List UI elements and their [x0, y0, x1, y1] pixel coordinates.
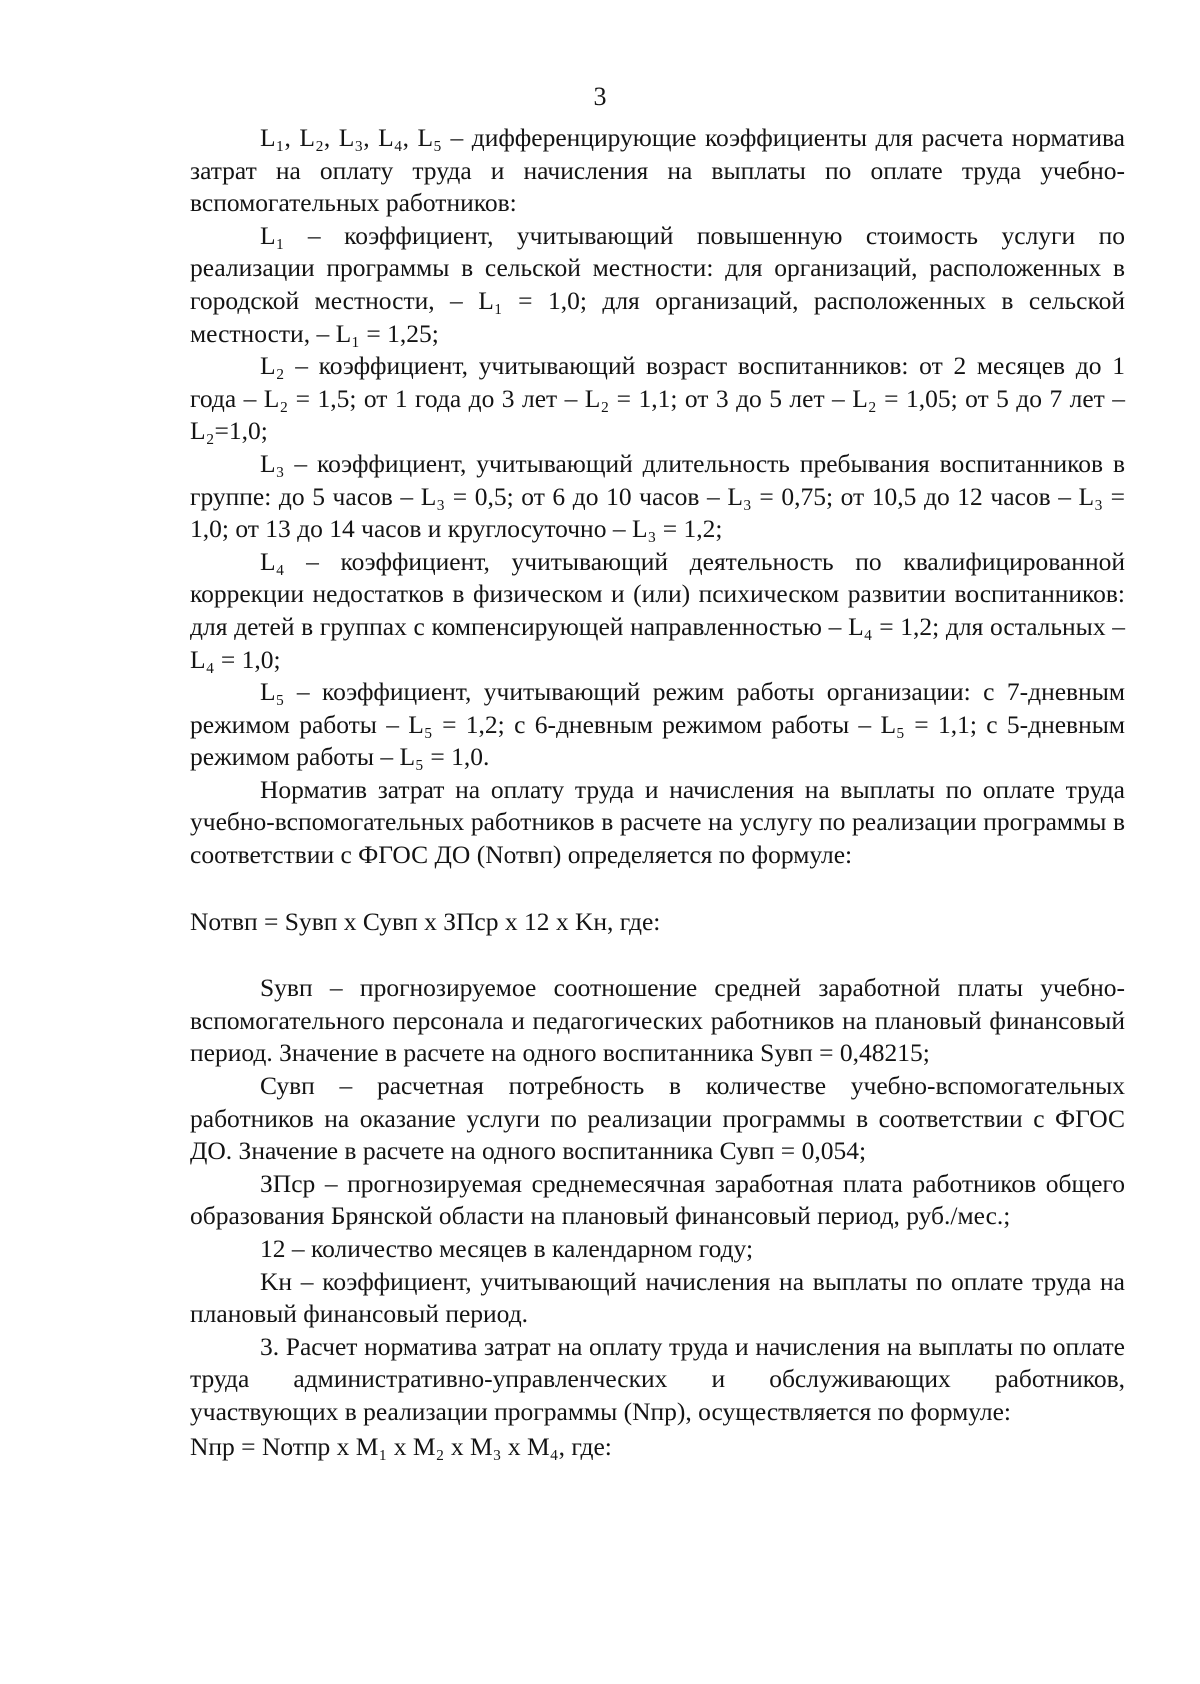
paragraph-l-intro: L₁, L₂, L₃, L₄, L₅ – дифференцирующие коэффициенты для расчета норматива затрат на оплату труда и начисления на выплаты по оплате труда учебно-вспомогательных работников: [190, 123, 1125, 218]
paragraph-l1: L₁ – коэффициент, учитывающий повышенную стоимость услуги по реализации программы в сельской местности: для организаций, расположенных в городской местности, – L₁ = 1,0; для организаций, расположенных в сельской местности, – L₁ = 1,25; [190, 220, 1125, 348]
paragraph-c-uvp: Сувп – расчетная потребность в количестве учебно-вспомогательных работников на оказание услуги по реализации программы в соответствии с ФГОС ДО. Значение в расчете на одного воспитанника Сувп = 0,054; [190, 1071, 1125, 1166]
paragraph-norm-uvp-intro: Норматив затрат на оплату труда и начисления на выплаты по оплате труда учебно-вспомогательных работников в расчете на услугу по реализации программы в соответствии с ФГОС ДО (Nотвп) определяется по формуле: [190, 774, 1125, 870]
paragraph-k-n: Kн – коэффициент, учитывающий начисления на выплаты по оплате труда на плановый финансовый период. [190, 1266, 1125, 1329]
paragraph-l2: L₂ – коэффициент, учитывающий возраст воспитанников: от 2 месяцев до 1 года – L₂ = 1,5; от 1 года до 3 лет – L₂ = 1,1; от 3 до 5 лет – L₂ = 1,05; от 5 до 7 лет – L₂=1,0; [190, 351, 1125, 446]
paragraph-l4: L₄ – коэффициент, учитывающий деятельность по квалифицированной коррекции недостатков в физическом и (или) психическом развитии воспитанников: для детей в группах с компенсирующей направленностью – L₄ = 1,2; для остальных – L₄ = 1,0; [190, 546, 1125, 674]
paragraph-zp-sr: ЗПср – прогнозируемая среднемесячная заработная плата работников общего образования Брянской области на плановый финансовый период, руб./мес.; [190, 1168, 1125, 1231]
formula-norm-pr: Nпр = Nотпр х M₁ х M₂ х M₃ х M₄, где: [190, 1431, 612, 1461]
paragraph-section-3: 3. Расчет норматива затрат на оплату труда и начисления на выплаты по оплате труда административно-управленческих и обслуживающих работников, участвующих в реализации программы (Nпр), осуществляется по формуле: [190, 1331, 1125, 1426]
paragraph-l5: L₅ – коэффициент, учитывающий режим работы организации: с 7-дневным режимом работы – L₅ = 1,2; с 6-дневным режимом работы – L₅ = 1,1; с 5-дневным режимом работы – L₅ = 1,0. [190, 677, 1125, 772]
paragraph-twelve-months: 12 – количество месяцев в календарном году; [260, 1234, 754, 1263]
paragraph-s-uvp: Sувп – прогнозируемое соотношение средней заработной платы учебно-вспомогательного персонала и педагогических работников на плановый финансовый период. Значение в расчете на одного воспитанника Sувп = 0,48215; [190, 973, 1125, 1068]
formula-norm-uvp: Nотвп = Sувп х Сувп х ЗПср х 12 х Kн, где: [190, 906, 661, 936]
paragraph-l3: L₃ – коэффициент, учитывающий длительность пребывания воспитанников в группе: до 5 часов – L₃ = 0,5; от 6 до 10 часов – L₃ = 0,75; от 10,5 до 12 часов – L₃ = 1,0; от 13 до 14 часов и круглосуточно – L₃ = 1,2; [190, 448, 1125, 544]
page-number: 3 [593, 82, 607, 111]
document-body [190, 122, 1125, 1463]
